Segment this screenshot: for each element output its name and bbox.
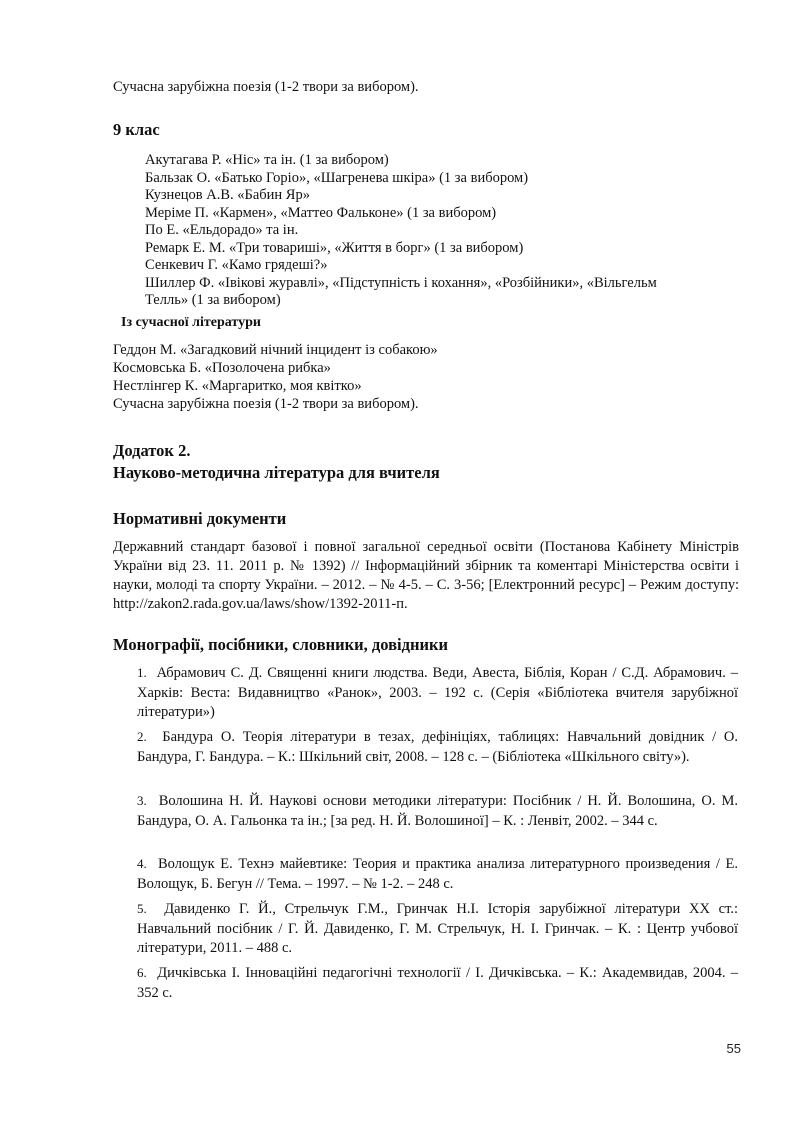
grade9-heading: 9 клас: [113, 120, 160, 139]
bibliography-item: [137, 963, 738, 1003]
item-number: 6.: [137, 965, 147, 980]
work-item: Бальзак О. «Батько Горіо», «Шагренева шкіра» (1 за вибором): [145, 169, 529, 186]
item-text: Дичківська І. Інноваційні педагогічні технології / І. Дичківська. – К.: Академвидав, 2004. – 352 с.: [137, 965, 738, 1001]
work-item: Меріме П. «Кармен», «Маттео Фальконе» (1 за вибором): [145, 204, 497, 221]
bibliography-item: [137, 854, 738, 894]
work-item: Сенкевич Г. «Камо грядеші?»: [145, 257, 328, 273]
bibliography-item: [137, 899, 738, 959]
work-item: Ремарк Е. М. «Три товариші», «Життя в борг» (1 за вибором): [145, 239, 524, 256]
normative-paragraph: Державний стандарт базової і повної загальної середньої освіти (Постанова Кабінету Міністрів України від 23. 11. 2011 р. № 1392) // Інформаційний збірник та коментарі Міністерства освіти і науки, молоді та спорту України. – 2012. – № 4-5. – С. 3-56; [Електронний ресурс] – Режим доступу: http://zakon2.rada.gov.ua/laws/show/1392-2011-п.: [113, 539, 739, 612]
work-item: Шиллер Ф. «Івікові журавлі», «Підступність і кохання», «Розбійники», «Вільгельм: [145, 274, 657, 291]
item-text: Абрамович С. Д. Священні книги людства. Веди, Авеста, Біблія, Коран / С.Д. Абрамович. – Харків: Веста: Видавництво «Ранок», 2003. – 192 с. (Серія «Бібліотека вчителя зарубіжної літератури»): [137, 665, 738, 720]
item-number: 5.: [137, 901, 147, 916]
modern-work-item: Нестлінгер К. «Маргаритко, моя квітко»: [113, 378, 362, 394]
modern-poetry-line: Сучасна зарубіжна поезія (1-2 твори за вибором).: [113, 79, 419, 95]
bibliography-item: [137, 791, 738, 831]
appendix-heading: Додаток 2.: [113, 441, 191, 460]
work-item: Кузнецов А.В. «Бабин Яр»: [145, 187, 310, 203]
item-number: 4.: [137, 856, 147, 871]
item-number: 2.: [137, 729, 147, 744]
modern-work-item: Сучасна зарубіжна поезія (1-2 твори за вибором).: [113, 396, 419, 412]
work-item: Акутагава Р. «Ніс» та ін. (1 за вибором): [145, 152, 389, 168]
item-text: Бандура О. Теорія літератури в тезах, дефініціях, таблицях: Навчальний довідник / О. Бандура, Г. Бандура. – К.: Шкільний світ, 2008. – 128 с. – (Бібліотека «Шкільного світу»).: [137, 729, 738, 765]
item-text: Давиденко Г. Й., Стрельчук Г.М., Гринчак Н.І. Історія зарубіжної літератури ХХ ст.: Навчальний посібник / Г. Й. Давиденко, Г. М. Стрельчук, Н. І. Гринчак. – К. : Центр учбової літератури, 2011. – 488 с.: [137, 901, 738, 956]
bibliography-item: [137, 727, 738, 767]
modern-work-item: Геддон М. «Загадковий нічний інцидент із собакою»: [113, 342, 438, 358]
item-text: Волощук Е. Технэ майевтике: Теория и практика анализа литературного произведения / Е. Волощук, Б. Бегун // Тема. – 1997. – № 1-2. – 248 с.: [137, 856, 738, 892]
bibliography-item: [137, 663, 738, 723]
item-number: 1.: [137, 665, 147, 680]
item-text: Волошина Н. Й. Наукові основи методики літератури: Посібник / Н. Й. Волошина, О. М. Бандура, О. А. Гальонка та ін.; [за ред. Н. Й. Волошиної] – К. : Ленвіт, 2002. – 344 с.: [137, 793, 738, 829]
work-item: Телль» (1 за вибором): [145, 292, 281, 308]
appendix-subtitle: Науково-методична література для вчителя: [113, 463, 440, 482]
work-item: По Е. «Ельдорадо» та ін.: [145, 222, 299, 238]
item-number: 3.: [137, 793, 147, 808]
modern-work-item: Космовська Б. «Позолочена рибка»: [113, 360, 331, 376]
monographs-heading: Монографії, посібники, словники, довідники: [113, 635, 448, 654]
modern-literature-subheading: Із сучасної літератури: [121, 315, 261, 330]
normative-heading: Нормативні документи: [113, 509, 287, 528]
page-number: 55: [726, 1041, 741, 1056]
